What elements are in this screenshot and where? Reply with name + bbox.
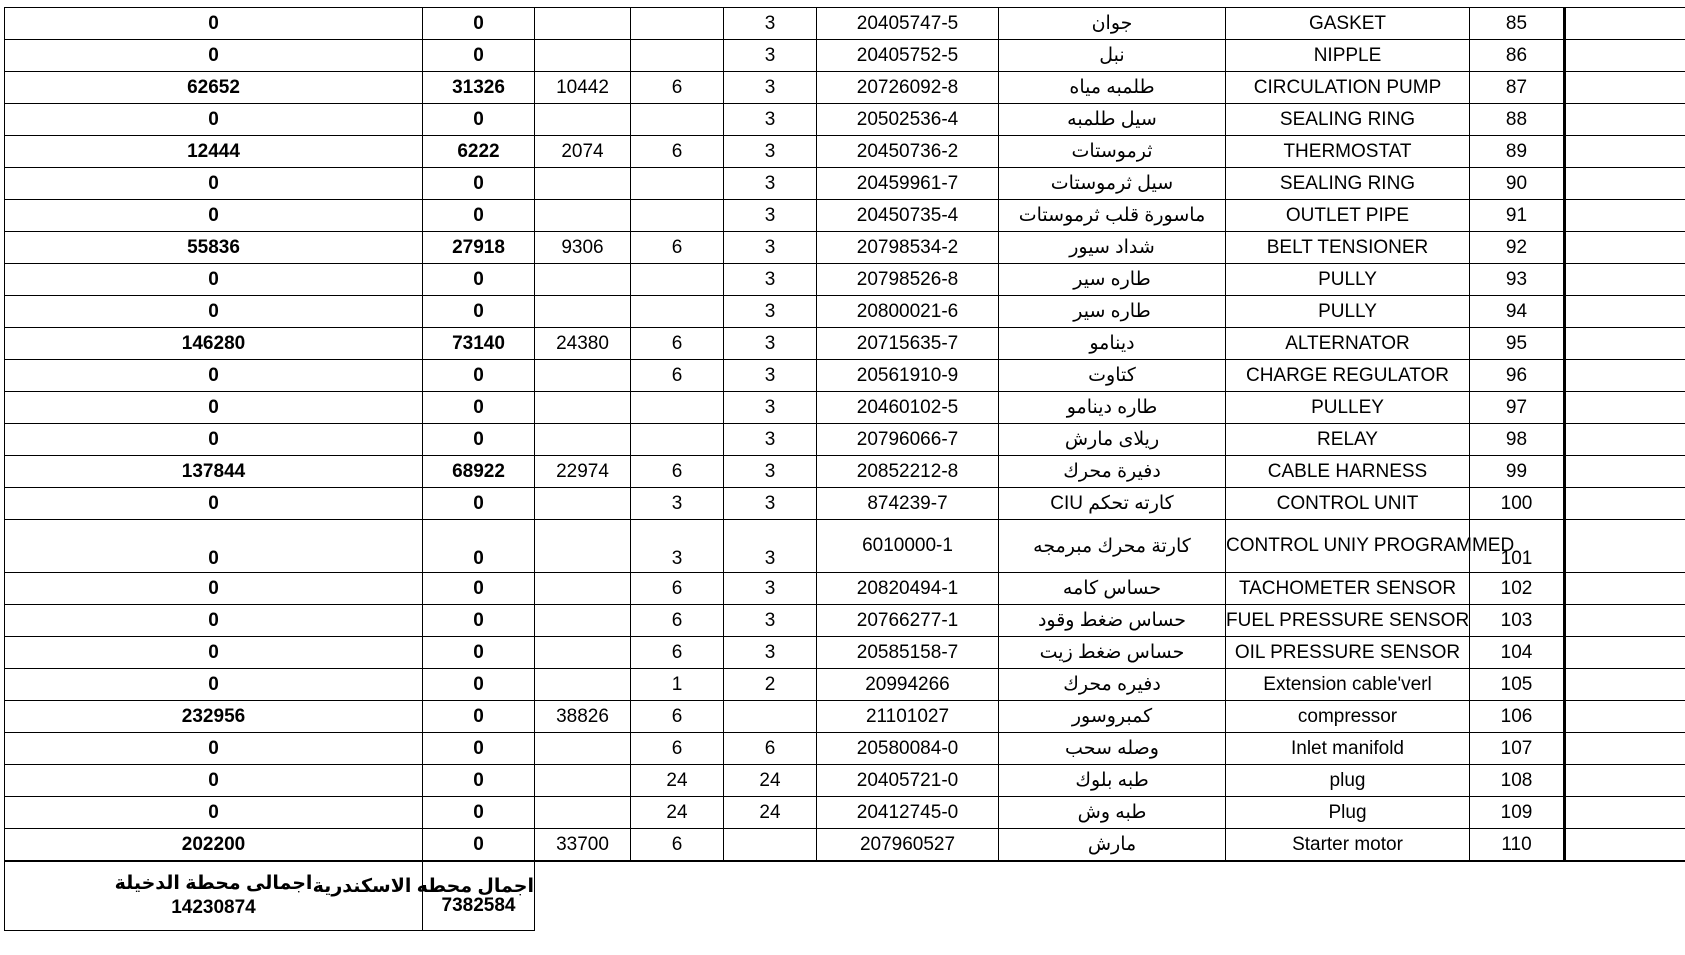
empty-cell	[1565, 168, 1685, 200]
row-number-cell: 95	[1470, 328, 1565, 360]
subtotal-cell: 0	[423, 168, 535, 200]
unit-price-cell	[535, 8, 631, 40]
unit-price-cell: 33700	[535, 829, 631, 862]
quantity-cell: 6	[631, 573, 724, 605]
alex-label: اجمال محطه الاسكندرية	[312, 876, 534, 897]
english-name-cell: RELAY	[1226, 424, 1470, 456]
quantity-cell: 24	[631, 765, 724, 797]
arabic-name-cell: شداد سيور	[999, 232, 1226, 264]
english-name-cell: THERMOSTAT	[1226, 136, 1470, 168]
table-row	[5, 488, 1685, 520]
total-cell: 0	[5, 296, 423, 328]
english-name-cell: ALTERNATOR	[1226, 328, 1470, 360]
part-number-cell: 20726092-8	[817, 72, 999, 104]
subtotal-cell: 0	[423, 573, 535, 605]
arabic-name-cell: طاره سير	[999, 264, 1226, 296]
row-number-cell: 86	[1470, 40, 1565, 72]
table-row	[5, 797, 1685, 829]
part-number-cell: 20412745-0	[817, 797, 999, 829]
unit-price-cell	[535, 637, 631, 669]
part-number-cell: 20450736-2	[817, 136, 999, 168]
arabic-name-cell: حساس ضغط وقود	[999, 605, 1226, 637]
unit-price-cell	[535, 104, 631, 136]
total-cell: 146280	[5, 328, 423, 360]
row-number-cell: 109	[1470, 797, 1565, 829]
empty-cell	[1565, 488, 1685, 520]
unit-price-cell	[535, 765, 631, 797]
total-cell: 0	[5, 669, 423, 701]
table-row	[5, 669, 1685, 701]
table-row	[5, 8, 1685, 40]
total-cell: 0	[5, 8, 423, 40]
quantity-cell: 6	[631, 637, 724, 669]
empty-cell	[1565, 573, 1685, 605]
arabic-name-cell: كمبروسور	[999, 701, 1226, 733]
part-number-cell: 20798526-8	[817, 264, 999, 296]
quantity-cell: 3	[631, 488, 724, 520]
english-name-cell: CABLE HARNESS	[1226, 456, 1470, 488]
empty-cell	[1565, 8, 1685, 40]
table-row	[5, 829, 1685, 862]
part-number-cell: 20460102-5	[817, 392, 999, 424]
row-number-cell: 103	[1470, 605, 1565, 637]
arabic-name-cell: جوان	[999, 8, 1226, 40]
part-number-cell: 20766277-1	[817, 605, 999, 637]
table-row	[5, 424, 1685, 456]
row-number-cell: 100	[1470, 488, 1565, 520]
subtotal-cell: 0	[423, 40, 535, 72]
quantity-cell	[631, 8, 724, 40]
arabic-name-cell: طاره سير	[999, 296, 1226, 328]
empty-cell	[1565, 829, 1685, 862]
english-name-cell: OUTLET PIPE	[1226, 200, 1470, 232]
subtotal-cell: 0	[423, 104, 535, 136]
subtotal-cell: 27918	[423, 232, 535, 264]
row-number-cell: 94	[1470, 296, 1565, 328]
arabic-name-cell: حساس كامه	[999, 573, 1226, 605]
arabic-name-cell: مارش	[999, 829, 1226, 862]
quantity-cell	[631, 296, 724, 328]
total-cell: 0	[5, 168, 423, 200]
part-number-cell: 874239-7	[817, 488, 999, 520]
quantity-cell: 24	[631, 797, 724, 829]
total-cell: 202200	[5, 829, 423, 862]
arabic-name-cell: حساس ضغط زيت	[999, 637, 1226, 669]
row-number-cell: 99	[1470, 456, 1565, 488]
footer-empty	[535, 861, 1685, 931]
arabic-name-cell: دفيرة محرك	[999, 456, 1226, 488]
arabic-name-cell: دفيره محرك	[999, 669, 1226, 701]
arabic-name-cell: ماسورة قلب ثرموستات	[999, 200, 1226, 232]
part-number-cell: 20585158-7	[817, 637, 999, 669]
row-number-cell: 91	[1470, 200, 1565, 232]
arabic-name-cell: طبه بلوك	[999, 765, 1226, 797]
english-name-cell: PULLY	[1226, 296, 1470, 328]
dekheila-label: اجمالى محطة الدخيلة	[114, 873, 313, 894]
part-number-cell: 20796066-7	[817, 424, 999, 456]
subtotal-cell: 73140	[423, 328, 535, 360]
total-cell: 0	[5, 488, 423, 520]
unit-price-cell	[535, 392, 631, 424]
arabic-name-cell: كارته تحكم CIU	[999, 488, 1226, 520]
english-name-cell: plug	[1226, 765, 1470, 797]
arabic-name-cell: نبل	[999, 40, 1226, 72]
table-row	[5, 520, 1685, 573]
empty-cell	[1565, 232, 1685, 264]
empty-cell	[1565, 733, 1685, 765]
total-cell: 0	[5, 605, 423, 637]
table-row	[5, 765, 1685, 797]
total-cell: 0	[5, 200, 423, 232]
alex-total-cell	[312, 861, 535, 931]
part-number-cell: 20798534-2	[817, 232, 999, 264]
required-cell: 3	[724, 573, 817, 605]
required-cell: 3	[724, 520, 817, 573]
required-cell: 3	[724, 488, 817, 520]
quantity-cell	[631, 104, 724, 136]
part-number-cell: 20715635-7	[817, 328, 999, 360]
table-row	[5, 701, 1685, 733]
table-row	[5, 104, 1685, 136]
dekheila-total: 14230874	[171, 897, 256, 918]
row-number-cell: 96	[1470, 360, 1565, 392]
english-name-cell: OIL PRESSURE SENSOR	[1226, 637, 1470, 669]
required-cell: 2	[724, 669, 817, 701]
empty-cell	[1565, 424, 1685, 456]
row-number-cell: 110	[1470, 829, 1565, 862]
unit-price-cell	[535, 424, 631, 456]
arabic-name-cell: طلمبه مياه	[999, 72, 1226, 104]
subtotal-cell: 6222	[423, 136, 535, 168]
quantity-cell: 6	[631, 701, 724, 733]
subtotal-cell: 0	[423, 765, 535, 797]
english-name-cell: FUEL PRESSURE SENSOR	[1226, 605, 1470, 637]
unit-price-cell: 24380	[535, 328, 631, 360]
arabic-name-cell: وصله سحب	[999, 733, 1226, 765]
total-cell: 0	[5, 392, 423, 424]
table-row	[5, 296, 1685, 328]
empty-cell	[1565, 797, 1685, 829]
table-row	[5, 733, 1685, 765]
english-name-cell: CONTROL UNIY PROGRAMMED	[1226, 520, 1470, 573]
empty-cell	[1565, 520, 1685, 573]
english-name-cell: BELT TENSIONER	[1226, 232, 1470, 264]
quantity-cell: 6	[631, 456, 724, 488]
empty-cell	[1565, 392, 1685, 424]
english-name-cell: NIPPLE	[1226, 40, 1470, 72]
subtotal-cell: 68922	[423, 456, 535, 488]
required-cell: 3	[724, 637, 817, 669]
total-cell: 0	[5, 573, 423, 605]
total-cell: 0	[5, 637, 423, 669]
english-name-cell: CHARGE REGULATOR	[1226, 360, 1470, 392]
row-number-cell: 107	[1470, 733, 1565, 765]
empty-cell	[1565, 136, 1685, 168]
required-cell: 3	[724, 605, 817, 637]
row-number-cell: 88	[1470, 104, 1565, 136]
table-row	[5, 637, 1685, 669]
empty-cell	[1565, 328, 1685, 360]
empty-cell	[1565, 40, 1685, 72]
quantity-cell: 1	[631, 669, 724, 701]
arabic-name-cell: كتاوت	[999, 360, 1226, 392]
part-number-cell: 20561910-9	[817, 360, 999, 392]
english-name-cell: GASKET	[1226, 8, 1470, 40]
subtotal-cell: 0	[423, 264, 535, 296]
english-name-cell: Starter motor	[1226, 829, 1470, 862]
unit-price-cell	[535, 296, 631, 328]
part-number-cell: 20852212-8	[817, 456, 999, 488]
empty-cell	[1565, 296, 1685, 328]
row-number-cell: 106	[1470, 701, 1565, 733]
part-number-cell: 20800021-6	[817, 296, 999, 328]
required-cell: 3	[724, 424, 817, 456]
part-number-cell: 6010000-1	[817, 520, 999, 573]
row-number-cell: 85	[1470, 8, 1565, 40]
row-number-cell: 92	[1470, 232, 1565, 264]
table-row	[5, 136, 1685, 168]
arabic-name-cell: دينامو	[999, 328, 1226, 360]
required-cell: 3	[724, 392, 817, 424]
alex-total: 7382584	[441, 895, 516, 916]
unit-price-cell: 38826	[535, 701, 631, 733]
total-cell: 0	[5, 520, 423, 573]
subtotal-cell: 0	[423, 392, 535, 424]
row-number-cell: 105	[1470, 669, 1565, 701]
unit-price-cell	[535, 168, 631, 200]
total-cell: 0	[5, 264, 423, 296]
required-cell: 3	[724, 456, 817, 488]
subtotal-cell: 0	[423, 8, 535, 40]
unit-price-cell: 10442	[535, 72, 631, 104]
arabic-name-cell: سيل طلمبه	[999, 104, 1226, 136]
unit-price-cell	[535, 573, 631, 605]
required-cell: 3	[724, 264, 817, 296]
total-cell: 0	[5, 733, 423, 765]
required-cell: 3	[724, 136, 817, 168]
arabic-name-cell: ريلاى مارش	[999, 424, 1226, 456]
subtotal-cell: 0	[423, 829, 535, 862]
subtotal-cell: 31326	[423, 72, 535, 104]
row-number-cell: 104	[1470, 637, 1565, 669]
quantity-cell: 6	[631, 232, 724, 264]
row-number-cell: 89	[1470, 136, 1565, 168]
row-number-cell: 90	[1470, 168, 1565, 200]
part-number-cell: 20450735-4	[817, 200, 999, 232]
required-cell: 3	[724, 72, 817, 104]
english-name-cell: PULLEY	[1226, 392, 1470, 424]
required-cell: 3	[724, 328, 817, 360]
total-cell: 0	[5, 360, 423, 392]
unit-price-cell	[535, 797, 631, 829]
unit-price-cell	[535, 360, 631, 392]
empty-cell	[1565, 669, 1685, 701]
required-cell: 3	[724, 168, 817, 200]
empty-cell	[1565, 264, 1685, 296]
required-cell: 24	[724, 765, 817, 797]
row-number-cell: 102	[1470, 573, 1565, 605]
table-row	[5, 40, 1685, 72]
subtotal-cell: 0	[423, 360, 535, 392]
total-cell: 137844	[5, 456, 423, 488]
part-number-cell: 207960527	[817, 829, 999, 862]
total-cell: 0	[5, 797, 423, 829]
subtotal-cell: 0	[423, 733, 535, 765]
empty-cell	[1565, 360, 1685, 392]
quantity-cell: 6	[631, 360, 724, 392]
row-number-cell: 101	[1470, 520, 1565, 573]
table-row	[5, 392, 1685, 424]
quantity-cell	[631, 200, 724, 232]
required-cell: 3	[724, 232, 817, 264]
required-cell: 24	[724, 797, 817, 829]
english-name-cell: Extension cable'verl	[1226, 669, 1470, 701]
quantity-cell: 6	[631, 72, 724, 104]
subtotal-cell: 0	[423, 520, 535, 573]
total-cell: 0	[5, 424, 423, 456]
row-number-cell: 87	[1470, 72, 1565, 104]
english-name-cell: PULLY	[1226, 264, 1470, 296]
subtotal-cell: 0	[423, 797, 535, 829]
unit-price-cell	[535, 520, 631, 573]
empty-cell	[1565, 605, 1685, 637]
required-cell: 3	[724, 8, 817, 40]
part-number-cell: 20994266	[817, 669, 999, 701]
table-row	[5, 200, 1685, 232]
quantity-cell: 6	[631, 829, 724, 862]
subtotal-cell: 0	[423, 424, 535, 456]
required-cell: 3	[724, 296, 817, 328]
required-cell: 3	[724, 40, 817, 72]
table-row	[5, 456, 1685, 488]
english-name-cell: Inlet manifold	[1226, 733, 1470, 765]
table-row	[5, 168, 1685, 200]
part-number-cell: 20405721-0	[817, 765, 999, 797]
empty-cell	[1565, 456, 1685, 488]
quantity-cell: 6	[631, 733, 724, 765]
unit-price-cell	[535, 605, 631, 637]
arabic-name-cell: طاره دينامو	[999, 392, 1226, 424]
table-row	[5, 264, 1685, 296]
part-number-cell: 20502536-4	[817, 104, 999, 136]
table-row	[5, 72, 1685, 104]
empty-cell	[1565, 72, 1685, 104]
parts-table	[4, 7, 1685, 931]
unit-price-cell: 2074	[535, 136, 631, 168]
row-number-cell: 93	[1470, 264, 1565, 296]
total-cell: 0	[5, 765, 423, 797]
subtotal-cell: 0	[423, 605, 535, 637]
part-number-cell: 20580084-0	[817, 733, 999, 765]
english-name-cell: CONTROL UNIT	[1226, 488, 1470, 520]
required-cell	[724, 829, 817, 862]
table-row	[5, 573, 1685, 605]
english-name-cell: SEALING RING	[1226, 104, 1470, 136]
unit-price-cell	[535, 264, 631, 296]
total-cell: 0	[5, 40, 423, 72]
required-cell	[724, 701, 817, 733]
total-cell: 232956	[5, 701, 423, 733]
total-cell: 0	[5, 104, 423, 136]
required-cell: 6	[724, 733, 817, 765]
unit-price-cell: 22974	[535, 456, 631, 488]
required-cell: 3	[724, 104, 817, 136]
required-cell: 3	[724, 360, 817, 392]
table-row	[5, 360, 1685, 392]
quantity-cell: 6	[631, 328, 724, 360]
empty-cell	[1565, 701, 1685, 733]
total-cell: 12444	[5, 136, 423, 168]
subtotal-cell: 0	[423, 200, 535, 232]
english-name-cell: CIRCULATION PUMP	[1226, 72, 1470, 104]
subtotal-cell: 0	[423, 488, 535, 520]
subtotal-cell: 0	[423, 669, 535, 701]
subtotal-cell: 0	[423, 296, 535, 328]
arabic-name-cell: سيل ثرموستات	[999, 168, 1226, 200]
row-number-cell: 108	[1470, 765, 1565, 797]
part-number-cell: 20405747-5	[817, 8, 999, 40]
empty-cell	[1565, 765, 1685, 797]
unit-price-cell: 9306	[535, 232, 631, 264]
unit-price-cell	[535, 40, 631, 72]
footer-row	[5, 861, 1685, 931]
quantity-cell: 6	[631, 605, 724, 637]
total-cell: 55836	[5, 232, 423, 264]
arabic-name-cell: طبه وش	[999, 797, 1226, 829]
total-cell: 62652	[5, 72, 423, 104]
quantity-cell: 3	[631, 520, 724, 573]
empty-cell	[1565, 637, 1685, 669]
english-name-cell: compressor	[1226, 701, 1470, 733]
part-number-cell: 20820494-1	[817, 573, 999, 605]
table-row	[5, 232, 1685, 264]
part-number-cell: 21101027	[817, 701, 999, 733]
row-number-cell: 97	[1470, 392, 1565, 424]
english-name-cell: TACHOMETER SENSOR	[1226, 573, 1470, 605]
empty-cell	[1565, 104, 1685, 136]
unit-price-cell	[535, 669, 631, 701]
english-name-cell: SEALING RING	[1226, 168, 1470, 200]
table-row	[5, 328, 1685, 360]
quantity-cell	[631, 264, 724, 296]
quantity-cell	[631, 168, 724, 200]
english-name-cell: Plug	[1226, 797, 1470, 829]
part-number-cell: 20405752-5	[817, 40, 999, 72]
row-number-cell: 98	[1470, 424, 1565, 456]
table-row	[5, 605, 1685, 637]
quantity-cell	[631, 392, 724, 424]
part-number-cell: 20459961-7	[817, 168, 999, 200]
unit-price-cell	[535, 200, 631, 232]
required-cell: 3	[724, 200, 817, 232]
quantity-cell: 6	[631, 136, 724, 168]
arabic-name-cell: كارتة محرك مبرمجه	[999, 520, 1226, 573]
unit-price-cell	[535, 488, 631, 520]
subtotal-cell: 0	[423, 701, 535, 733]
arabic-name-cell: ثرموستات	[999, 136, 1226, 168]
quantity-cell	[631, 40, 724, 72]
unit-price-cell	[535, 733, 631, 765]
subtotal-cell: 0	[423, 637, 535, 669]
empty-cell	[1565, 200, 1685, 232]
quantity-cell	[631, 424, 724, 456]
